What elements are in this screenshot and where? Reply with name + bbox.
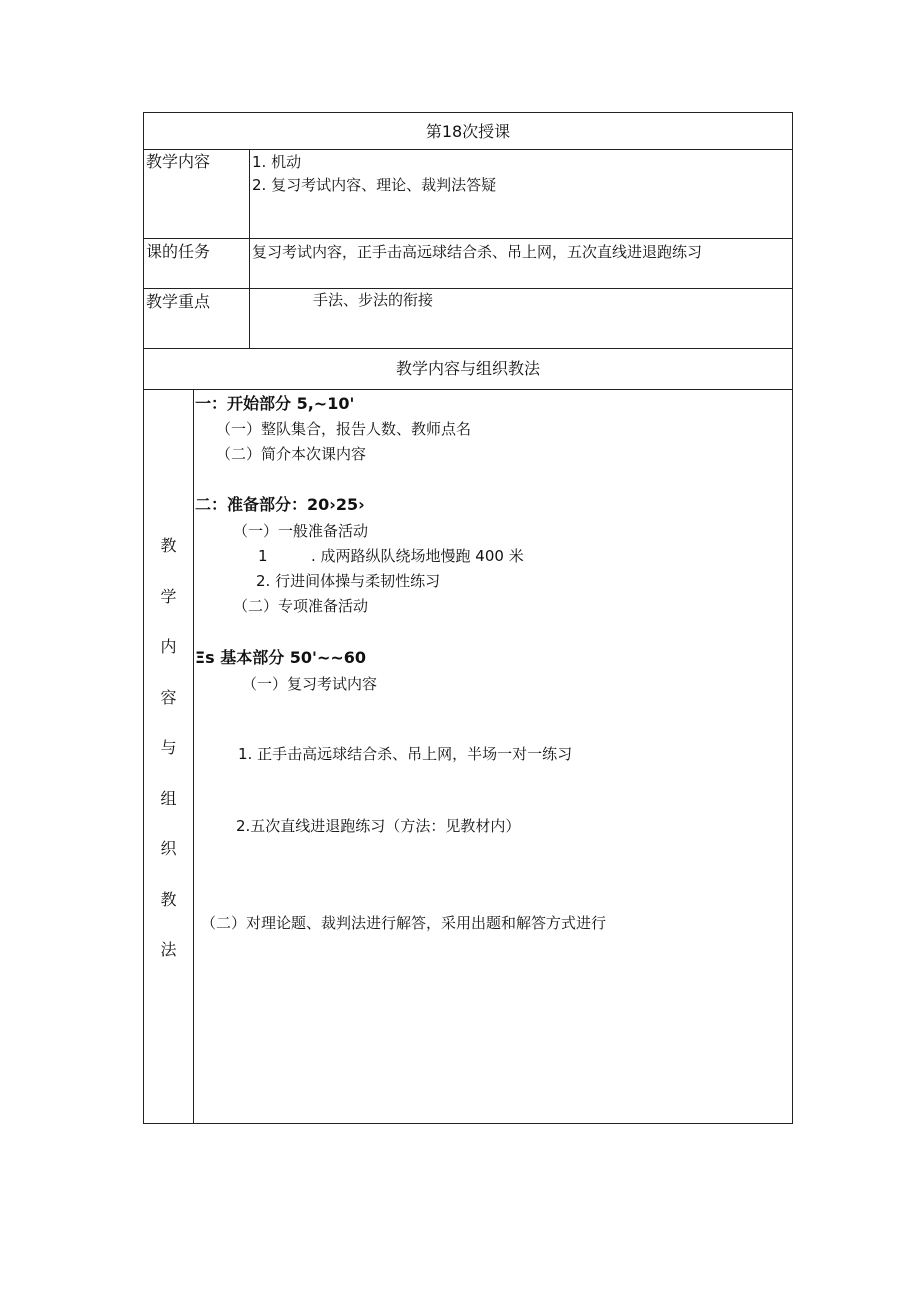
column-divider bbox=[249, 149, 250, 348]
task-label: 课的任务 bbox=[146, 242, 211, 261]
part2-heading: 二：准备部分：20›25› bbox=[195, 495, 365, 514]
side-label-char: 组 bbox=[160, 789, 177, 808]
method-header: 教学内容与组织教法 bbox=[395, 359, 540, 378]
part1-item: （一）整队集合，报告人数、教师点名 bbox=[216, 420, 472, 438]
focus-text: 手法、步法的衔接 bbox=[313, 291, 434, 309]
part3-heading: Ξs 基本部分 50'~~60 bbox=[195, 648, 367, 667]
part3-item: 1. 正手击高远球结合杀、吊上网，半场一对一练习 bbox=[238, 745, 573, 763]
part3-sub-heading: （一）复习考试内容 bbox=[242, 675, 378, 693]
column-divider bbox=[193, 389, 194, 1124]
task-text: 复习考试内容，正手击高远球结合杀、吊上网，五次直线进退跑练习 bbox=[252, 243, 703, 261]
row-divider bbox=[144, 288, 792, 289]
part3-item: 2.五次直线进退跑练习（方法：见教材内） bbox=[236, 817, 521, 835]
side-label-char: 织 bbox=[160, 839, 177, 858]
side-label-char: 内 bbox=[160, 637, 177, 656]
part2-sub-heading: （二）专项准备活动 bbox=[233, 597, 369, 615]
side-label-char: 学 bbox=[160, 587, 177, 606]
part1-item: （二）简介本次课内容 bbox=[216, 445, 367, 463]
part3-sub-heading: （二）对理论题、裁判法进行解答，采用出题和解答方式进行 bbox=[201, 914, 607, 932]
part1-heading: 一：开始部分 5,~10' bbox=[195, 394, 355, 413]
content-label: 教学内容 bbox=[146, 152, 211, 171]
part2-item: . 成两路纵队绕场地慢跑 400 米 bbox=[311, 547, 524, 565]
side-label-char: 法 bbox=[160, 940, 177, 959]
row-divider bbox=[144, 149, 792, 150]
row-divider bbox=[144, 389, 792, 390]
part2-item: 2. 行进间体操与柔韧性练习 bbox=[256, 572, 441, 590]
part2-sub-heading: （一）一般准备活动 bbox=[233, 522, 369, 540]
focus-label: 教学重点 bbox=[146, 292, 211, 311]
content-item: 1. 机动 bbox=[252, 153, 302, 171]
side-label-char: 教 bbox=[160, 890, 177, 909]
row-divider bbox=[144, 238, 792, 239]
row-divider bbox=[144, 348, 792, 349]
part2-item-number: 1 bbox=[258, 547, 268, 565]
content-item: 2. 复习考试内容、理论、裁判法答疑 bbox=[252, 176, 497, 194]
lesson-title: 第18次授课 bbox=[425, 122, 511, 141]
side-label-char: 教 bbox=[160, 536, 177, 555]
side-label-char: 容 bbox=[160, 688, 177, 707]
lesson-table bbox=[143, 112, 793, 1124]
side-label-char: 与 bbox=[160, 738, 177, 757]
